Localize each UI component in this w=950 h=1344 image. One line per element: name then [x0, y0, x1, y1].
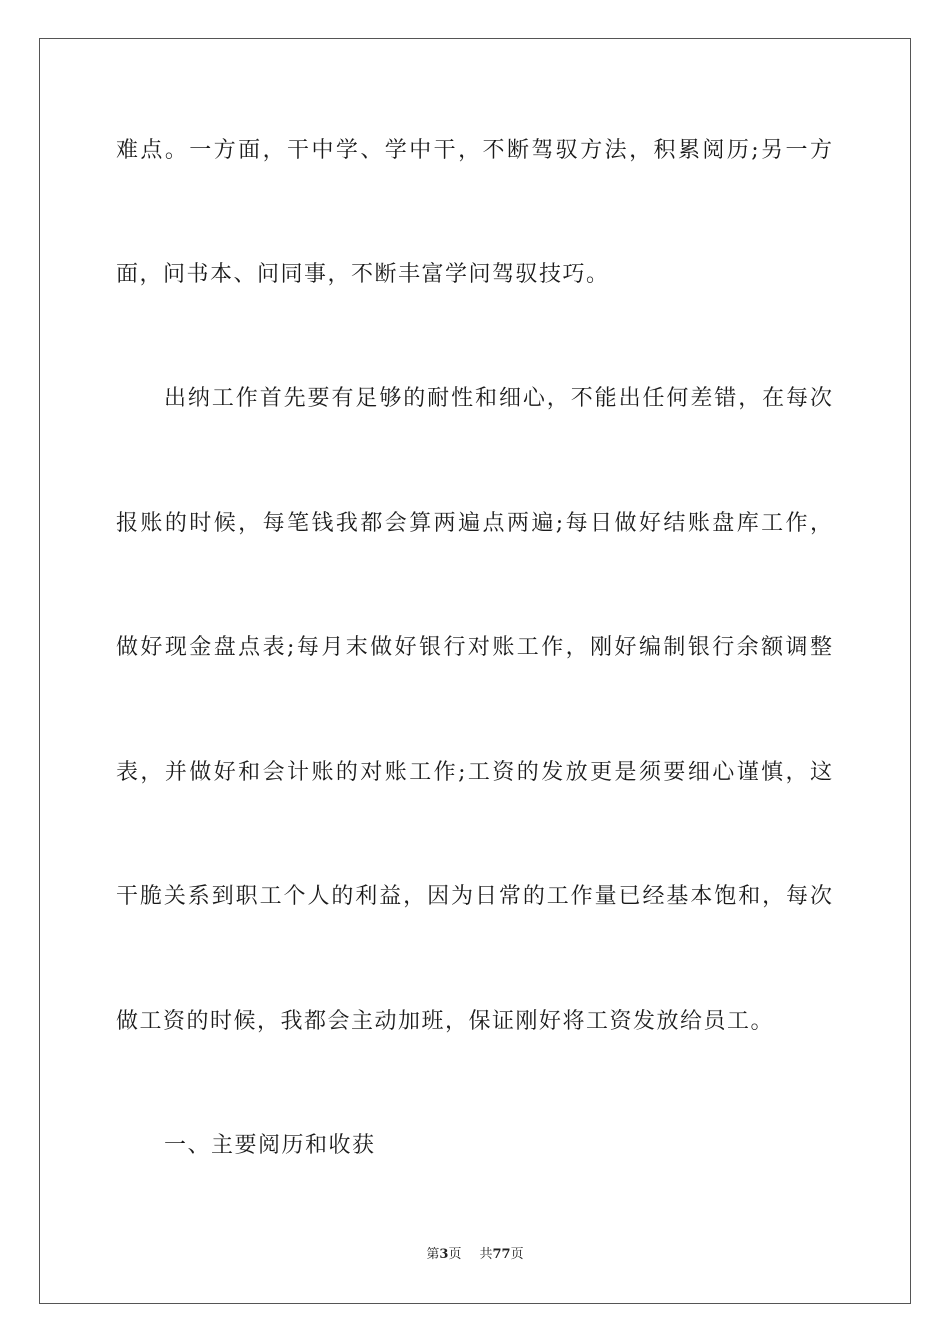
total-pages: 77 [492, 1247, 511, 1262]
paragraph-line: 干脆关系到职工个人的利益，因为日常的工作量已经基本饱和，每次 [116, 884, 832, 909]
total-prefix: 共 [479, 1247, 493, 1262]
paragraph-line: 表，并做好和会计账的对账工作;工资的发放更是须要细心谨慎，这 [116, 760, 832, 785]
section-heading: 一、主要阅历和收获 [164, 1133, 376, 1158]
page-prefix: 第 [426, 1247, 440, 1262]
paragraph-line: 难点。一方面，干中学、学中干，不断驾驭方法，积累阅历;另一方 [116, 138, 832, 163]
page-border [39, 38, 911, 1304]
total-suffix: 页 [510, 1247, 524, 1262]
paragraph-line: 出纳工作首先要有足够的耐性和细心，不能出任何差错，在每次 [164, 386, 832, 411]
paragraph-line: 做工资的时候，我都会主动加班，保证刚好将工资发放给员工。 [116, 1009, 775, 1034]
page-number: 3 [439, 1247, 449, 1262]
paragraph-line: 做好现金盘点表;每月末做好银行对账工作，刚好编制银行余额调整 [116, 635, 832, 660]
page-suffix: 页 [448, 1247, 462, 1262]
paragraph-line: 报账的时候，每笔钱我都会算两遍点两遍;每日做好结账盘库工作， [116, 511, 832, 536]
page-footer [0, 1246, 950, 1264]
paragraph-line: 面，问书本、问同事，不断丰富学问驾驭技巧。 [116, 262, 610, 287]
